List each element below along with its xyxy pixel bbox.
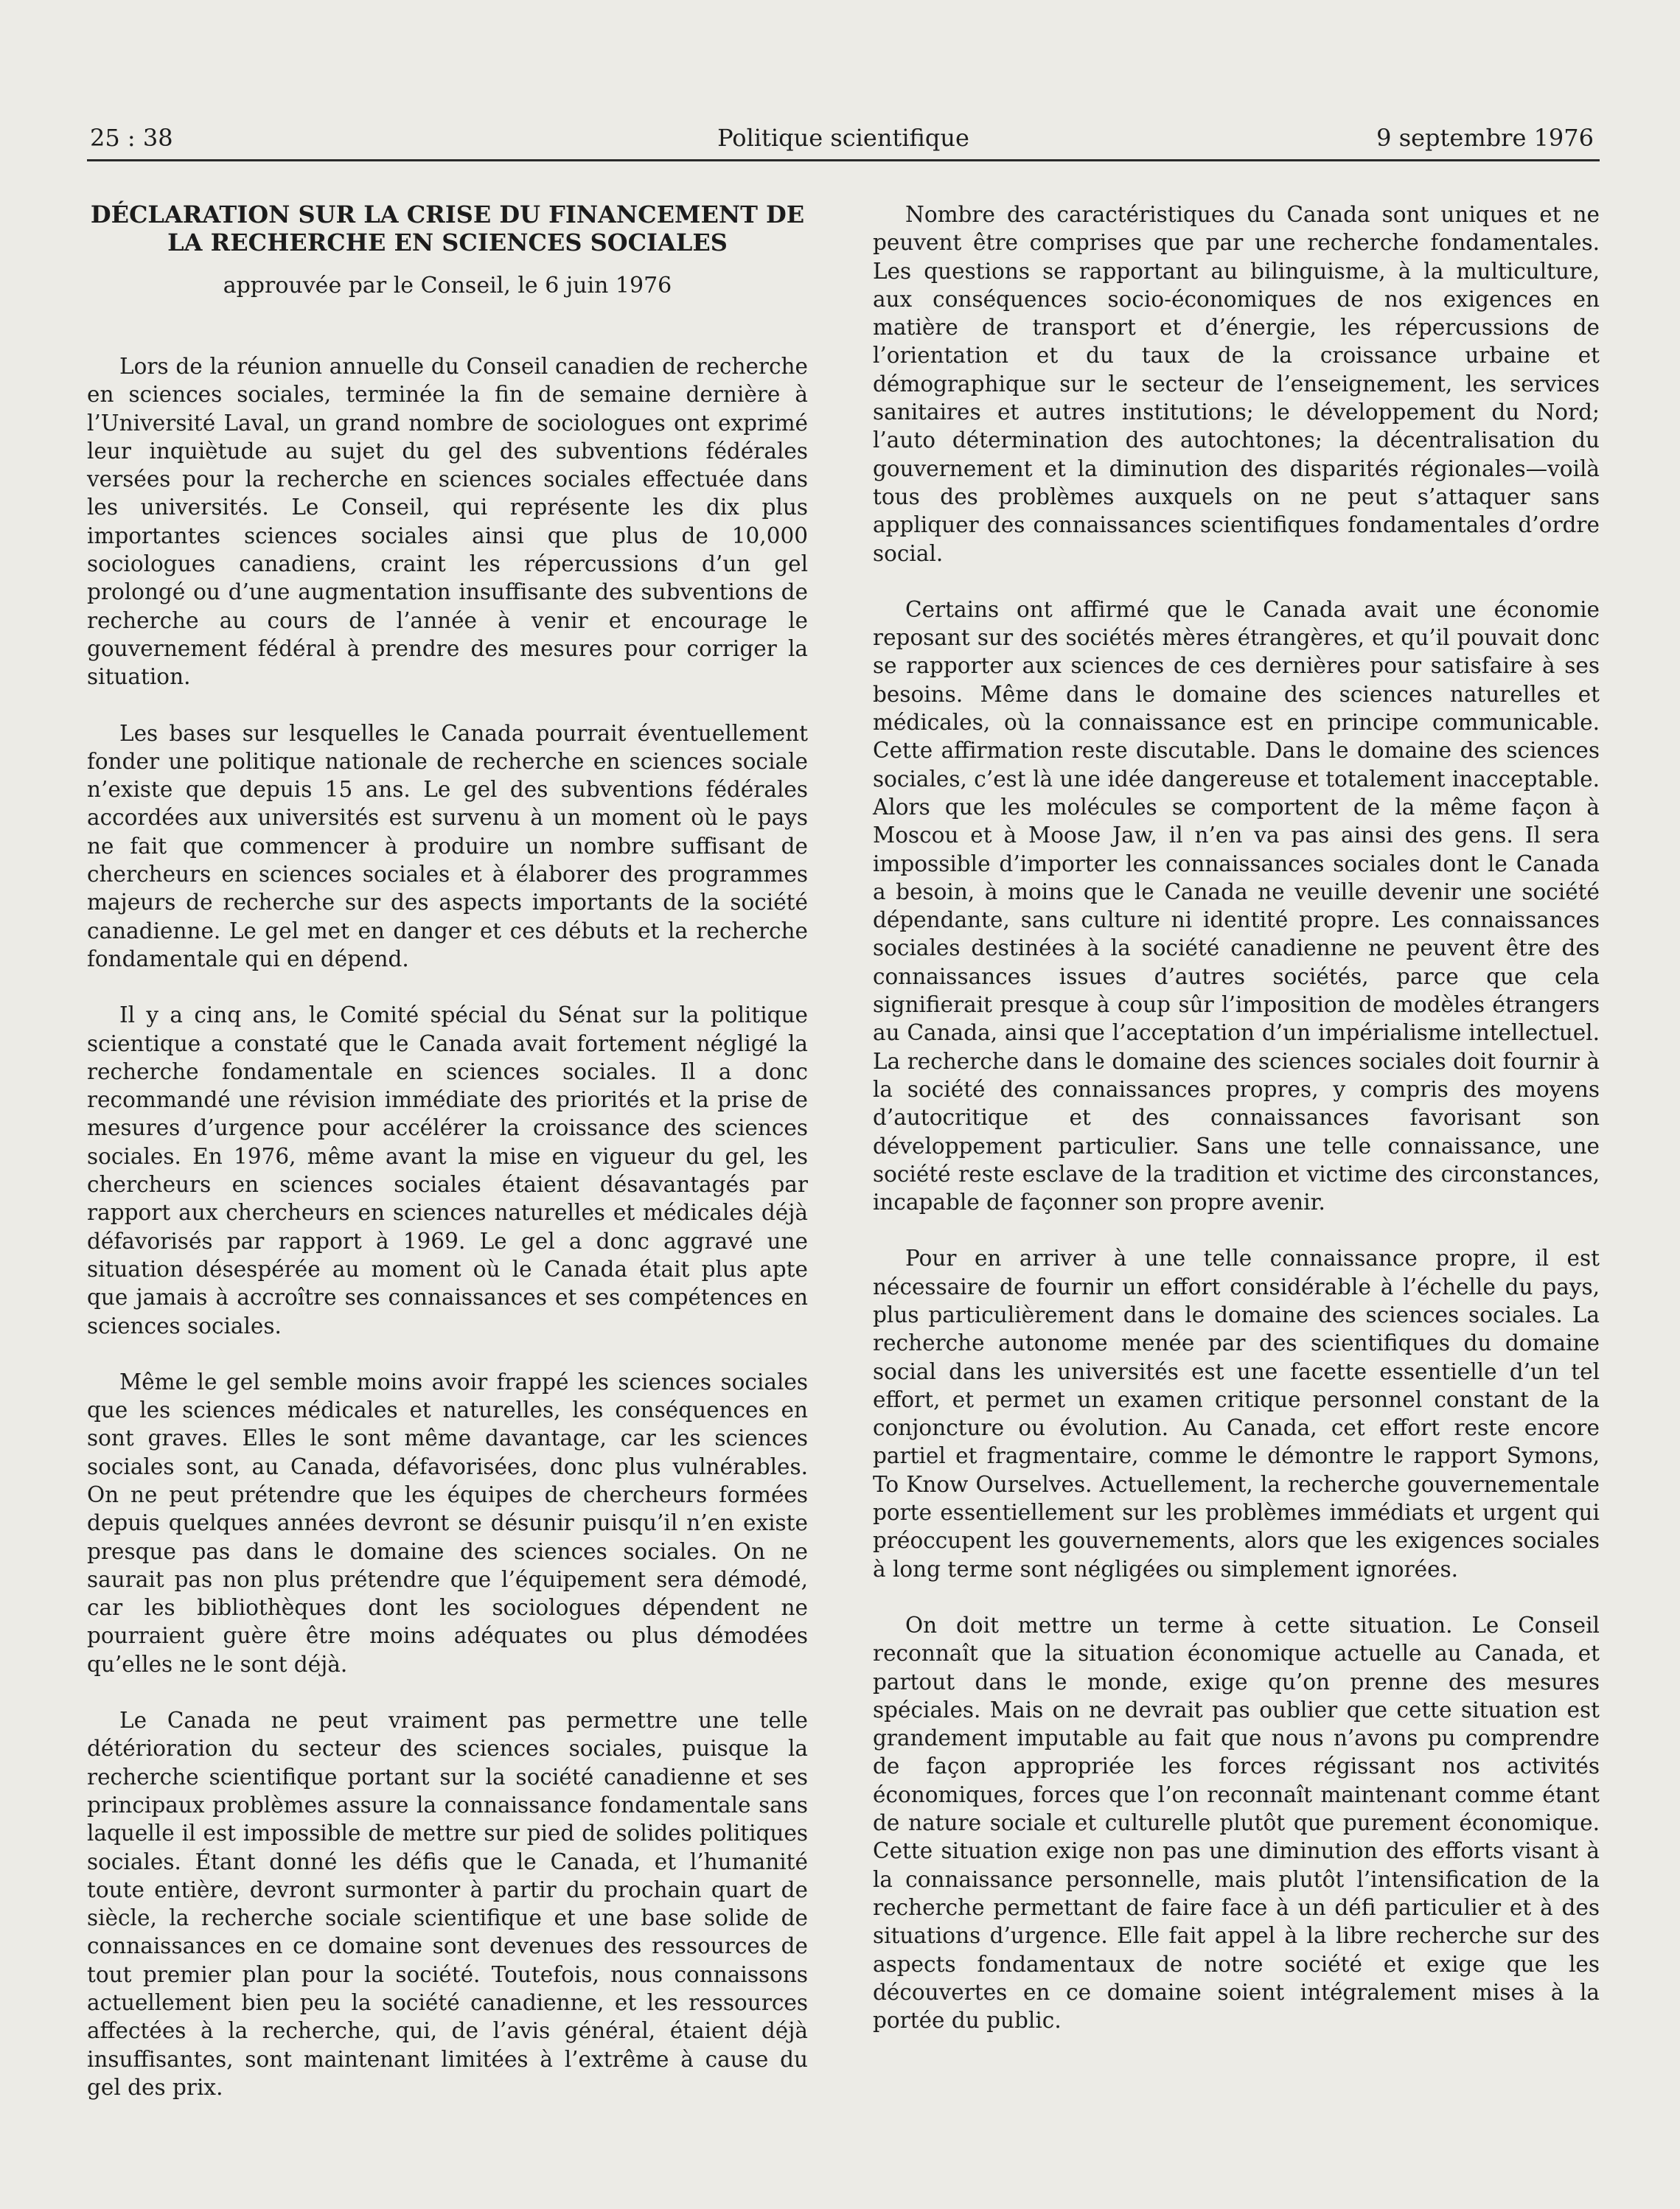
right-column	[873, 200, 1600, 2062]
article-title	[87, 200, 808, 257]
paragraph: Le Canada ne peut vraiment pas permettre une telle détérioration du secteur des sciences sociales, puisque la recherche scientifique portant sur la société canadienne et ses principaux problèmes assure la connaissance fondamentale sans laquelle il est impossible de mettre sur pied de solides politiques sociales. Étant donné les défis que le Canada, et l’humanité toute entière, devront surmonter à partir du prochain quart de siècle, la recherche sociale scientifique et une base solide de connaissances en ce domaine sont devenues des ressources de tout premier plan pour la société. Toutefois, nous connaissons actuellement bien peu la société canadienne, et les ressources affectées à la recherche, qui, de l’avis général, étaient déjà insuffisantes, sont maintenant limitées à l’extrême à cause du gel des prix.	[87, 1708, 808, 2100]
left-column	[87, 200, 808, 2129]
paragraph: Certains ont affirmé que le Canada avait une économie reposant sur des sociétés mères étrangères, et qu’il pouvait donc se rapporter aux sciences de ces dernières pour satisfaire à ses besoins. Même dans le domaine des sciences naturelles et médicales, où la connaissance est en principe communicable. Cette affirmation reste discutable. Dans le domaine des sciences sociales, c’est là une idée dangereuse et totalement inacceptable. Alors que les molécules se comportent de la même façon à Moscou et à Moose Jaw, il n’en va pas ainsi des gens. Il sera impossible d’importer les connaissances sociales dont le Canada a besoin, à moins que le Canada ne veuille devenir une société dépendante, sans culture ni identité propre. Les connaissances sociales destinées à la société canadienne ne peuvent être des connaissances issues d’autres sociétés, parce que cela signifierait presque à coup sûr l’imposition de modèles étrangers au Canada, ainsi que l’acceptation d’un impérialisme intellectuel. La recherche dans le domaine des sciences sociales doit fournir à la société des connaissances propres, y compris des moyens d’autocritique et des connaissances favorisant son développement particulier. Sans une telle connaissance, une société reste esclave de la tradition et victime des circonstances, incapable de façonner son propre avenir.	[873, 596, 1600, 1215]
paragraph: Même le gel semble moins avoir frappé les sciences sociales que les sciences médicales et naturelles, les conséquences en sont graves. Elles le sont même davantage, car les sciences sociales sont, au Canada, défavorisées, donc plus vulnérables. On ne peut prétendre que les équipes de chercheurs formées depuis quelques années devront se désunir puisqu’il n’en existe presque pas dans le domaine des sciences sociales. On ne saurait pas non plus prétendre que l’équipement sera démodé, car les bibliothèques dont les sociologues dépendent ne pourraient guère être moins adéquates ou plus démodées qu’elles ne le sont déjà.	[87, 1369, 808, 1677]
paragraph: Les bases sur lesquelles le Canada pourrait éventuellement fonder une politique nationale de recherche en sciences sociale n’existe que depuis 15 ans. Le gel des subventions fédérales accordées aux universités est survenu à un moment où le pays ne fait que commencer à produire un nombre suffisant de chercheurs en sciences sociales et à élaborer des programmes majeurs de recherche sur des aspects importants de la société canadienne. Le gel met en danger et ces débuts et la recherche fondamentale qui en dépend.	[87, 720, 808, 971]
paragraph: Lors de la réunion annuelle du Conseil canadien de recherche en sciences sociales, terminée la fin de semaine dernière à l’Université Laval, un grand nombre de sociologues ont exprimé leur inquiètude au sujet du gel des subventions fédérales versées pour la recherche en sciences sociales effectuée dans les universités. Le Conseil, qui représente les dix plus importantes sciences sociales ainsi que plus de 10,000 sociologues canadiens, craint les répercussions d’un gel prolongé ou d’une augmentation insuffisante des subventions de recherche au cours de l’année à venir et encourage le gouvernement fédéral à prendre des mesures pour corriger la situation.	[87, 354, 808, 690]
article-title-line-2: LA RECHERCHE EN SCIENCES SOCIALES	[167, 228, 728, 257]
page-header	[87, 118, 1600, 161]
article-subtitle: approuvée par le Conseil, le 6 juin 1976	[223, 273, 672, 299]
paragraph: Nombre des caractéristiques du Canada sont uniques et ne peuvent être comprises que par une recherche fondamentales. Les questions se rapportant au bilinguisme, à la multiculture, aux conséquences socio-économiques de nos exigences en matière de transport et d’énergie, les répercussions de l’orientation et du taux de la croissance urbaine et démographique sur le secteur de l’enseignement, les services sanitaires et autres institutions; le développement du Nord; l’auto détermination des autochtones; la décentralisation du gouvernement et la diminution des disparités régionales—voilà tous des problèmes auxquels on ne peut s’attaquer sans appliquer des connaissances scientifiques fondamentales d’ordre social.	[873, 202, 1600, 566]
running-title: Politique scientifique	[717, 124, 969, 152]
header-date: 9 septembre 1976	[1376, 124, 1594, 152]
article-title-line-1: DÉCLARATION SUR LA CRISE DU FINANCEMENT DE	[90, 200, 805, 228]
paragraph: On doit mettre un terme à cette situation. Le Conseil reconnaît que la situation économique actuelle au Canada, et partout dans le monde, exige qu’on prenne des mesures spéciales. Mais on ne devrait pas oublier que cette situation est grandement imputable au fait que nous n’avons pu comprendre de façon appropriée les forces régissant nos activités économiques, forces que l’on reconnaît maintenant comme étant de nature sociale et culturelle plutôt que purement économique. Cette situation exige non pas une diminution des efforts visant à la connaissance personnelle, mais plutôt l’intensification de la recherche permettant de faire face à un défi particulier et à des situations d’urgence. Elle fait appel à la libre recherche sur des aspects fondamentaux de notre société et exige que les découvertes en ce domaine soient intégralement mises à la portée du public.	[873, 1612, 1600, 2034]
paragraph: Il y a cinq ans, le Comité spécial du Sénat sur la politique scientique a constaté que le Canada avait fortement négligé la recherche fondamentale en sciences sociales. Il a donc recommandé une révision immédiate des priorités et la prise de mesures d’urgence pour accélérer la croissance des sciences sociales. En 1976, même avant la mise en vigueur du gel, les chercheurs en sciences sociales étaient désavantagés par rapport aux chercheurs en sciences naturelles et médicales déjà défavorisés par rapport à 1969. Le gel a donc aggravé une situation désespérée au moment où le Canada était plus apte que jamais à accroître ses connaissances et ses compétences en sciences sociales.	[87, 1002, 808, 1339]
page-number: 25 : 38	[90, 124, 173, 152]
paragraph: Pour en arriver à une telle connaissance propre, il est nécessaire de fournir un effort considérable à l’échelle du pays, plus particulièrement dans le domaine des sciences sociales. La recherche autonome menée par des scientifiques du domaine social dans les universités est une facette essentielle d’un tel effort, et permet un examen critique personnel constant de la conjoncture ou évolution. Au Canada, cet effort reste encore partiel et fragmentaire, comme le démontre le rapport Symons, To Know Ourselves. Actuellement, la recherche gouvernementale porte essentiellement sur les problèmes immédiats et urgent qui préoccupent les gouvernements, alors que les exigences sociales à long terme sont négligées ou simplement ignorées.	[873, 1246, 1600, 1582]
